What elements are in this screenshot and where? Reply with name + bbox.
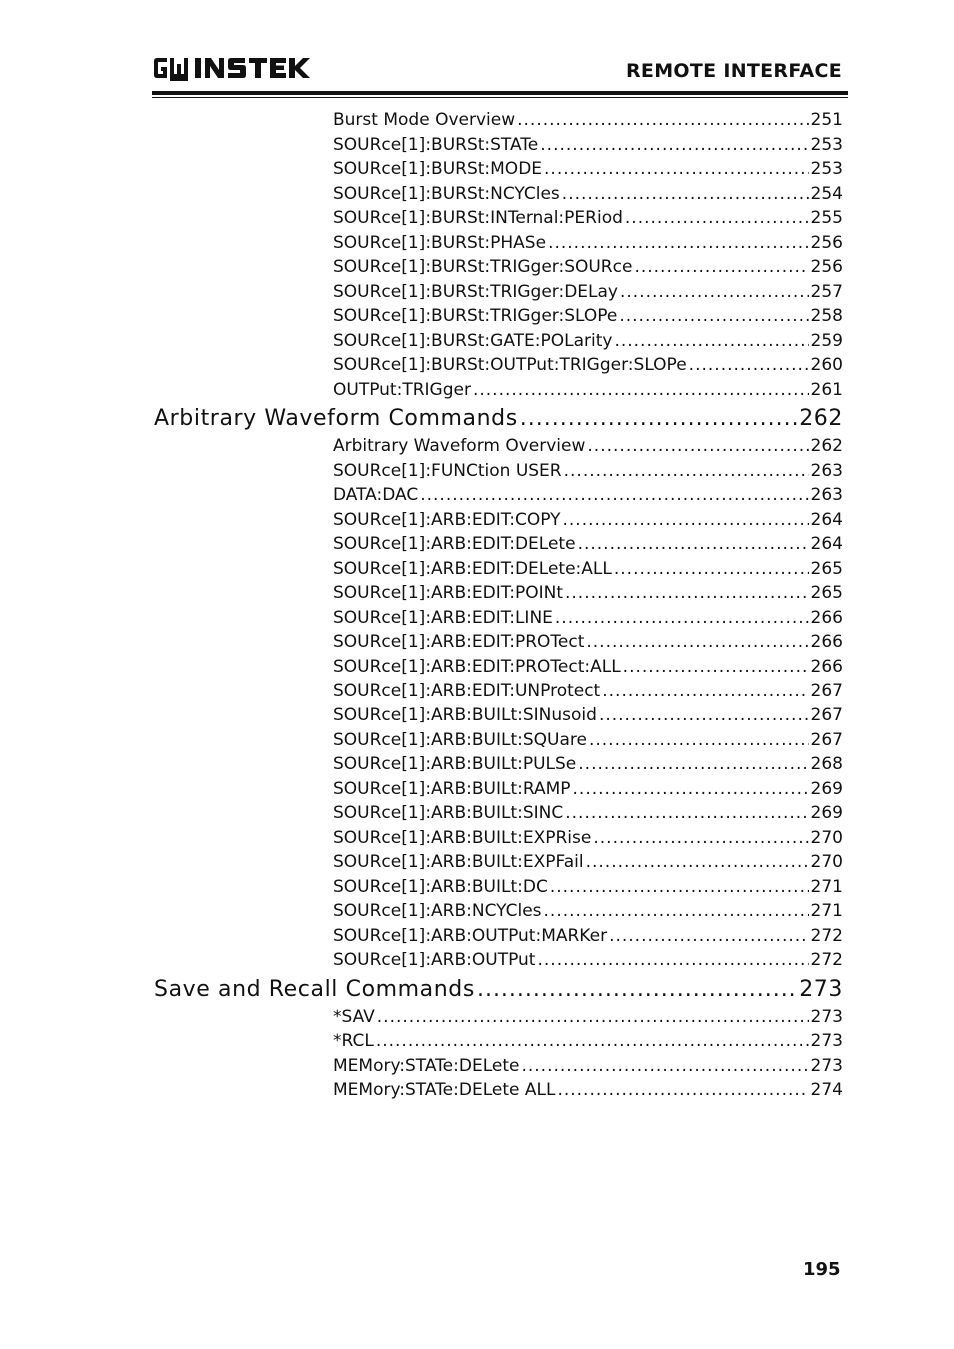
dot-leader: [564, 459, 809, 483]
toc-entry-page: 259: [810, 331, 843, 351]
toc-entry-page: 263: [810, 485, 843, 505]
toc-entry-page: 264: [810, 534, 843, 554]
toc-entry-page: 266: [810, 632, 843, 652]
toc-entry-label: DATA:DAC: [333, 485, 419, 505]
toc-entry[interactable]: [333, 304, 843, 328]
dot-leader: [587, 434, 808, 458]
toc-entry-label: SOURce[1]:ARB:BUILt:DC: [333, 877, 548, 897]
toc-entry-label: *SAV: [333, 1007, 375, 1027]
section-title: REMOTE INTERFACE: [626, 60, 842, 82]
toc-entry[interactable]: [333, 630, 843, 654]
toc-entry-page: 270: [810, 852, 843, 872]
dot-leader: [625, 206, 809, 230]
toc-heading[interactable]: [154, 404, 843, 434]
toc-entry[interactable]: [333, 255, 843, 279]
toc-entry-page: 273: [799, 977, 843, 1002]
dot-leader: [555, 606, 809, 630]
dot-leader: [544, 899, 809, 923]
dot-leader: [586, 630, 808, 654]
toc-entry-page: 253: [810, 135, 843, 155]
dot-leader: [602, 679, 808, 703]
toc-entry[interactable]: [333, 606, 843, 630]
toc-entry[interactable]: [333, 875, 843, 899]
dot-leader: [565, 581, 809, 605]
toc-entry[interactable]: [333, 655, 843, 679]
dot-leader: [557, 1078, 808, 1102]
toc-entry[interactable]: [333, 679, 843, 703]
toc-entry-page: 271: [810, 901, 843, 921]
toc-entry[interactable]: [333, 948, 843, 972]
toc-entry-page: 273: [810, 1007, 843, 1027]
toc-entry[interactable]: [333, 532, 843, 556]
toc-entry-page: 256: [810, 233, 843, 253]
toc-entry-label: SOURce[1]:BURSt:MODE: [333, 159, 543, 179]
toc-entry-label: SOURce[1]:ARB:EDIT:DELete: [333, 534, 576, 554]
toc-entry-label: SOURce[1]:BURSt:PHASe: [333, 233, 547, 253]
toc-entry-label: SOURce[1]:ARB:EDIT:PROTect: [333, 632, 585, 652]
toc-entry-label: SOURce[1]:ARB:BUILt:SINC: [333, 803, 564, 823]
toc-entry-label: SOURce[1]:BURSt:TRIGger:SOURce: [333, 257, 633, 277]
toc-entry-page: 267: [810, 681, 843, 701]
toc-entry-label: SOURce[1]:BURSt:NCYCles: [333, 184, 560, 204]
toc-entry-page: 251: [810, 110, 843, 130]
dot-leader: [420, 483, 808, 507]
dot-leader: [537, 948, 808, 972]
toc-entry-page: 265: [810, 583, 843, 603]
toc-entry-label: SOURce[1]:ARB:BUILt:PULSe: [333, 754, 577, 774]
dot-leader: [689, 353, 809, 377]
toc-entry[interactable]: [333, 557, 843, 581]
toc-entry-page: 257: [810, 282, 843, 302]
toc-entry[interactable]: [333, 508, 843, 532]
dot-leader: [620, 280, 809, 304]
toc-entry-label: SOURce[1]:ARB:NCYCles: [333, 901, 542, 921]
dot-leader: [550, 875, 809, 899]
toc-entry-page: 267: [810, 730, 843, 750]
toc-entry-page: 264: [810, 510, 843, 530]
toc-entry[interactable]: [333, 434, 843, 458]
dot-leader: [565, 801, 808, 825]
toc-entry-label: SOURce[1]:ARB:EDIT:LINE: [333, 608, 553, 628]
toc-entry[interactable]: [333, 801, 843, 825]
toc-entry-label: SOURce[1]:BURSt:TRIGger:SLOPe: [333, 306, 618, 326]
dot-leader: [578, 532, 809, 556]
toc-entry[interactable]: [333, 1029, 843, 1053]
toc-entry-label: SOURce[1]:ARB:BUILt:EXPFail: [333, 852, 584, 872]
toc-entry-page: 262: [810, 436, 843, 456]
toc-entry-label: SOURce[1]:BURSt:GATE:POLarity: [333, 331, 613, 351]
toc-entry-label: SOURce[1]:ARB:BUILt:RAMP: [333, 779, 571, 799]
toc-entry-page: 267: [810, 705, 843, 725]
dot-leader: [623, 655, 809, 679]
toc-entry-label: Burst Mode Overview: [333, 110, 516, 130]
toc-entry-label: SOURce[1]:BURSt:TRIGger:DELay: [333, 282, 618, 302]
toc-entry[interactable]: [333, 728, 843, 752]
dot-leader: [614, 557, 809, 581]
toc-entry[interactable]: [333, 182, 843, 206]
toc-entry-page: 272: [810, 926, 843, 946]
toc-entry[interactable]: [333, 378, 843, 402]
dot-leader: [477, 975, 797, 1005]
dot-leader: [517, 108, 808, 132]
dot-leader: [614, 329, 808, 353]
dot-leader: [578, 752, 808, 776]
toc-entry-label: SOURce[1]:ARB:EDIT:PROTect:ALL: [333, 657, 621, 677]
dot-leader: [599, 703, 809, 727]
toc-entry[interactable]: [333, 329, 843, 353]
toc-entry-label: Arbitrary Waveform Commands: [154, 406, 518, 431]
dot-leader: [573, 777, 809, 801]
toc-entry-page: 261: [810, 380, 843, 400]
toc-entry-page: 269: [810, 803, 843, 823]
toc-entry-label: *RCL: [333, 1031, 374, 1051]
dot-leader: [521, 1054, 808, 1078]
dot-leader: [540, 133, 808, 157]
toc-entry-page: 256: [810, 257, 843, 277]
toc-entry-label: SOURce[1]:BURSt:OUTPut:TRIGger:SLOPe: [333, 355, 687, 375]
toc-entry-label: SOURce[1]:FUNCtion USER: [333, 461, 562, 481]
toc-entry[interactable]: [333, 899, 843, 923]
dot-leader: [562, 182, 809, 206]
toc-entry[interactable]: [333, 353, 843, 377]
toc-entry-page: 262: [799, 406, 843, 431]
toc-entry-page: 270: [810, 828, 843, 848]
toc-entry-page: 263: [810, 461, 843, 481]
toc-entry-label: SOURce[1]:BURSt:INTernal:PERiod: [333, 208, 623, 228]
dot-leader: [634, 255, 808, 279]
dot-leader: [548, 231, 808, 255]
toc-entry[interactable]: [333, 826, 843, 850]
dot-leader: [609, 924, 808, 948]
toc-entry[interactable]: [333, 924, 843, 948]
toc-entry[interactable]: [333, 459, 843, 483]
toc-entry[interactable]: [333, 703, 843, 727]
toc-entry[interactable]: [333, 133, 843, 157]
toc-entry-label: MEMory:STATe:DELete: [333, 1056, 520, 1076]
toc-entry-page: 265: [810, 559, 843, 579]
dot-leader: [589, 728, 809, 752]
toc-entry[interactable]: [333, 1078, 843, 1102]
toc-entry-label: Save and Recall Commands: [154, 977, 475, 1002]
toc-entry-page: 260: [810, 355, 843, 375]
toc-entry-label: SOURce[1]:ARB:OUTPut:MARKer: [333, 926, 608, 946]
toc-entry-page: 258: [810, 306, 843, 326]
dot-leader: [593, 826, 808, 850]
toc-entry-page: 273: [810, 1056, 843, 1076]
toc-entry-page: 266: [810, 657, 843, 677]
toc-entry-label: SOURce[1]:ARB:BUILt:SQUare: [333, 730, 587, 750]
toc-entry-page: 255: [810, 208, 843, 228]
dot-leader: [520, 404, 797, 434]
toc-entry-page: 269: [810, 779, 843, 799]
toc-entry-label: SOURce[1]:ARB:EDIT:DELete:ALL: [333, 559, 612, 579]
toc-entry[interactable]: [333, 1005, 843, 1029]
toc-heading[interactable]: [154, 975, 843, 1005]
toc-entry-label: SOURce[1]:ARB:BUILt:EXPRise: [333, 828, 592, 848]
toc-entry[interactable]: [333, 280, 843, 304]
dot-leader: [586, 850, 809, 874]
toc-entry[interactable]: [333, 850, 843, 874]
dot-leader: [376, 1029, 809, 1053]
toc-entry[interactable]: [333, 581, 843, 605]
dot-leader: [619, 304, 808, 328]
toc-entry-label: SOURce[1]:ARB:EDIT:UNProtect: [333, 681, 601, 701]
toc-entry-label: MEMory:STATe:DELete ALL: [333, 1080, 556, 1100]
toc-entry-page: 272: [810, 950, 843, 970]
toc-entry-page: 271: [810, 877, 843, 897]
toc-entry[interactable]: [333, 752, 843, 776]
toc-entry[interactable]: [333, 231, 843, 255]
toc-entry-page: 253: [810, 159, 843, 179]
toc-entry[interactable]: [333, 206, 843, 230]
toc-entry-label: OUTPut:TRIGger: [333, 380, 471, 400]
page-number: 195: [803, 1259, 841, 1280]
toc-entry-label: SOURce[1]:ARB:BUILt:SINusoid: [333, 705, 597, 725]
toc-entry[interactable]: [333, 777, 843, 801]
toc-entry-page: 266: [810, 608, 843, 628]
toc-entry-page: 274: [810, 1080, 843, 1100]
toc-entry[interactable]: [333, 108, 843, 132]
toc-entry[interactable]: [333, 483, 843, 507]
toc-entry-label: Arbitrary Waveform Overview: [333, 436, 586, 456]
toc-entry[interactable]: [333, 157, 843, 181]
toc-entry[interactable]: [333, 1054, 843, 1078]
dot-leader: [377, 1005, 809, 1029]
toc-entry-page: 268: [810, 754, 843, 774]
dot-leader: [473, 378, 809, 402]
toc-entry-page: 273: [810, 1031, 843, 1051]
toc-entry-label: SOURce[1]:BURSt:STATe: [333, 135, 539, 155]
toc-entry-label: SOURce[1]:ARB:EDIT:POINt: [333, 583, 563, 603]
toc-entry-page: 254: [810, 184, 843, 204]
toc-entry-label: SOURce[1]:ARB:OUTPut: [333, 950, 536, 970]
toc-entry-label: SOURce[1]:ARB:EDIT:COPY: [333, 510, 561, 530]
dot-leader: [544, 157, 809, 181]
dot-leader: [562, 508, 808, 532]
